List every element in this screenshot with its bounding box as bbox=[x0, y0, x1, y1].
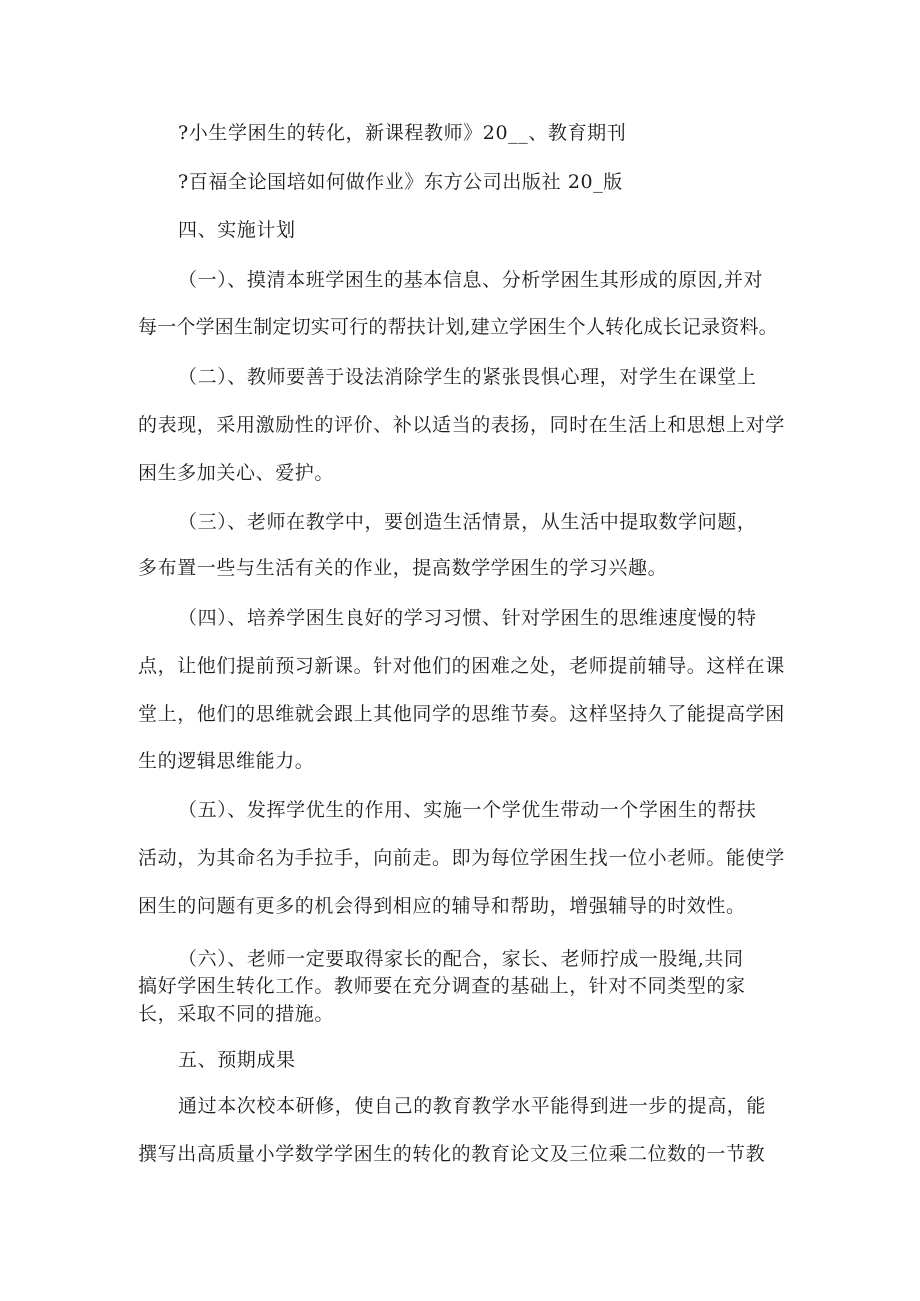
plan-item-6-line-3: 长，采取不同的措施。 bbox=[138, 1003, 335, 1025]
expected-results-line-2: 撰写出高质量小学数学学困生的转化的教育论文及三位乘二位数的一节教 bbox=[138, 1143, 766, 1165]
plan-item-6-line-1: （六）、老师一定要取得家长的配合，家长、老师拧成一股绳,共同 bbox=[178, 948, 744, 970]
plan-item-4-line-3: 堂上，他们的思维就会跟上其他同学的思维节奏。这样坚持久了能提高学困 bbox=[138, 703, 785, 725]
plan-item-5-line-2: 活动，为其命名为手拉手，向前走。即为每位学困生找一位小老师。能使学 bbox=[138, 847, 785, 869]
plan-item-4-line-2: 点，让他们提前预习新课。针对他们的困难之处，老师提前辅导。这样在课 bbox=[138, 655, 785, 677]
plan-item-4-line-4: 生的逻辑思维能力。 bbox=[138, 750, 315, 772]
reference-line-2: ?百福全论国培如何做作业》东方公司出版社 20_版 bbox=[178, 171, 623, 193]
plan-item-5-line-1: （五）、发挥学优生的作用、实施一个学优生带动一个学困生的帮扶 bbox=[178, 799, 757, 821]
plan-item-1-line-1: （一）、摸清本班学困生的基本信息、分析学困生其形成的原因,并对 bbox=[178, 269, 764, 291]
section-heading-implementation-plan: 四、实施计划 bbox=[178, 219, 296, 241]
expected-results-line-1: 通过本次校本研修，使自己的教育教学水平能得到进一步的提高，能 bbox=[178, 1095, 767, 1117]
reference-line-1: ?小生学困生的转化，新课程教师》20__、教育期刊 bbox=[178, 122, 627, 144]
plan-item-1-line-2: 每一个学困生制定切实可行的帮扶计划,建立学困生个人转化成长记录资料。 bbox=[138, 316, 778, 338]
plan-item-3-line-2: 多布置一些与生活有关的作业，提高数学学困生的学习兴趣。 bbox=[138, 557, 668, 579]
plan-item-3-line-1: （三）、老师在教学中，要创造生活情景，从生活中提取数学问题， bbox=[178, 511, 757, 533]
plan-item-6-line-2: 搞好学困生转化工作。教师要在充分调查的基础上，针对不同类型的家 bbox=[138, 975, 746, 997]
plan-item-4-line-1: （四）、培养学困生良好的学习习惯、针对学困生的思维速度慢的特 bbox=[178, 607, 757, 629]
plan-item-5-line-3: 困生的问题有更多的机会得到相应的辅导和帮助，增强辅导的时效性。 bbox=[138, 895, 746, 917]
plan-item-2-line-3: 困生多加关心、爱护。 bbox=[138, 462, 335, 484]
plan-item-2-line-1: （二）、教师要善于设法消除学生的紧张畏惧心理，对学生在课堂上 bbox=[178, 366, 757, 388]
plan-item-2-line-2: 的表现，采用激励性的评价、补以适当的表扬，同时在生活上和思想上对学 bbox=[138, 414, 785, 436]
section-heading-expected-results: 五、预期成果 bbox=[178, 1049, 296, 1071]
